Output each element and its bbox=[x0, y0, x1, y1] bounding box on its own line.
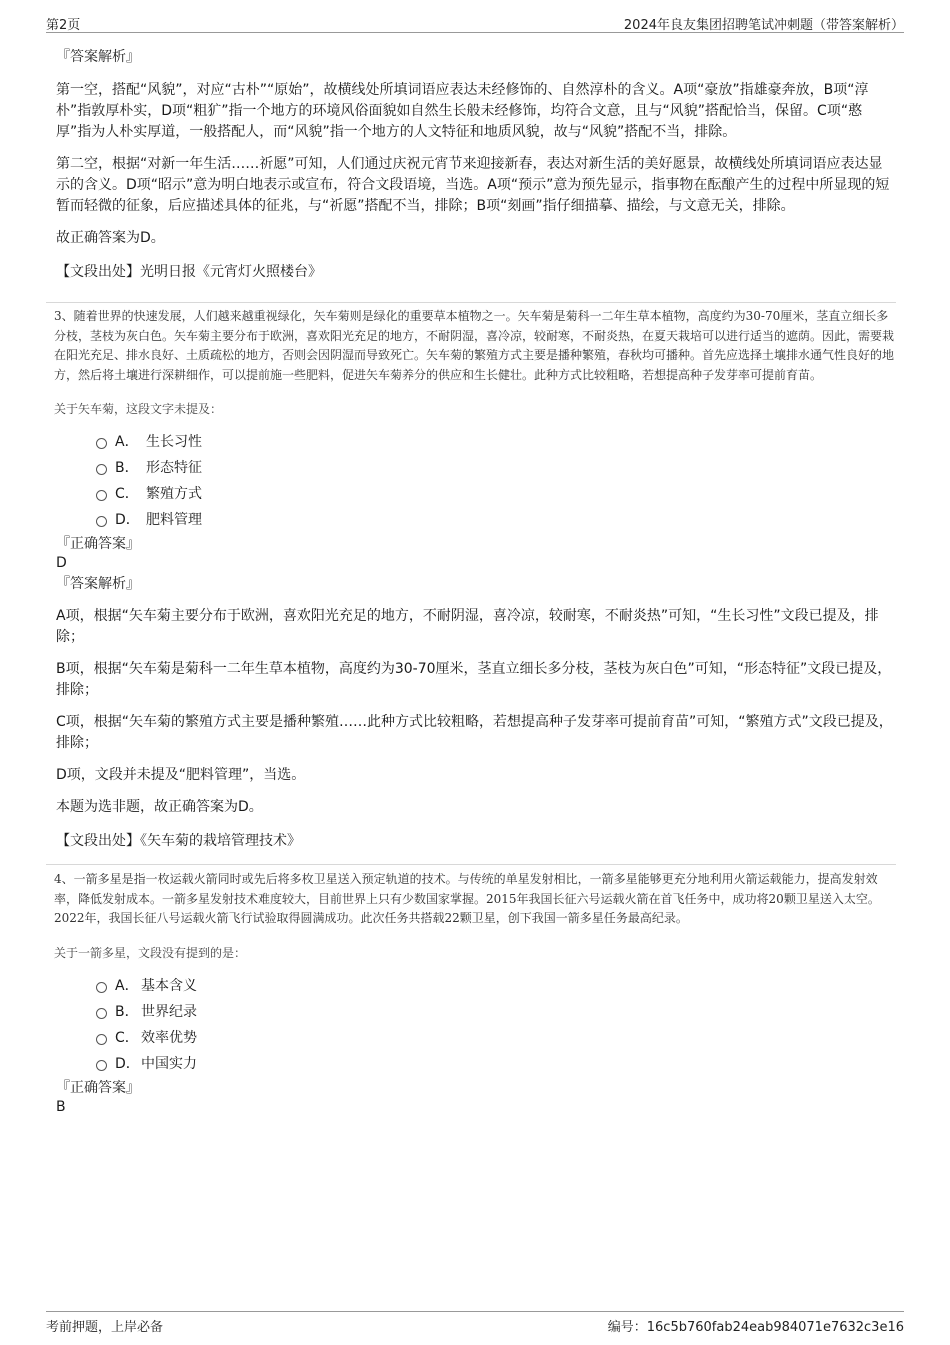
analysis-paragraph: 第一空，搭配“风貌”，对应“古朴”“原始”，故横线处所填词语应表达未经修饰的、自然淳朴的含义。A项“豪放”指雄豪奔放，B项“淳朴”指敦厚朴实，D项“粗犷”指一个地方的环境风俗面貌如自然生长般未经修饰，均符合文意，且与“风貌”搭配恰当，保留。C项“憨厚”指为人朴实厚道，一般搭配人，而“风貌”指一个地方的人文特征和地质风貌，故与“风貌”搭配不当，排除。 bbox=[56, 82, 869, 140]
page-number: 第2页 bbox=[46, 18, 81, 33]
analysis-label: 『答案解析』 bbox=[56, 576, 140, 592]
analysis-label: 『答案解析』 bbox=[56, 49, 140, 65]
radio-button[interactable] bbox=[96, 464, 107, 475]
question-text: 3、随着世界的快速发展，人们越来越重视绿化，矢车菊则是绿化的重要草本植物之一。矢车菊是菊科一二年生草本植物，高度约为30-70厘米，茎直立细长多分枝，茎枝为灰白色。矢车菊主要分布于欧洲，喜欢阳光充足的地方，不耐阴湿，喜冷凉，较耐寒，不耐炎热，在夏天栽培可以进行适当的遮荫。因此，需要栽在阳光充足、排水良好、土质疏松的地方，否则会因阴湿而导致死亡。矢车菊的繁殖方式主要是播种繁殖，春秋均可播种。首先应选择土壤排水通气性良好的地方，然后将土壤进行深耕细作，可以提前施一些肥料，促进矢车菊养分的供应和生长健壮。此种方式比较粗略，若想提高种子发芽率可提前育苗。 bbox=[54, 309, 895, 382]
page-header bbox=[46, 12, 904, 33]
option-a[interactable]: A． 基本含义 bbox=[56, 976, 894, 1002]
option-a[interactable]: A． 生长习性 bbox=[56, 432, 894, 458]
radio-button[interactable] bbox=[96, 1034, 107, 1045]
correct-answer: D bbox=[56, 555, 67, 571]
option-d[interactable]: D． 肥料管理 bbox=[56, 510, 894, 536]
option-d[interactable]: D． 中国实力 bbox=[56, 1054, 894, 1080]
document-code: 编号：16c5b760fab24eab984071e7632c3e16 bbox=[607, 1320, 904, 1335]
analysis-paragraph: C项，根据“矢车菊的繁殖方式主要是播种繁殖……此种方式比较粗略，若想提高种子发芽率可提前育苗”可知，“繁殖方式”文段已提及，排除； bbox=[56, 714, 893, 751]
radio-button[interactable] bbox=[96, 490, 107, 501]
radio-button[interactable] bbox=[96, 982, 107, 993]
option-c[interactable]: C． 效率优势 bbox=[56, 1028, 894, 1054]
question-divider bbox=[46, 302, 896, 303]
correct-answer-label: 『正确答案』 bbox=[56, 1079, 140, 1096]
radio-button[interactable] bbox=[96, 438, 107, 449]
analysis-paragraph: 故正确答案为D。 bbox=[56, 230, 165, 246]
option-c[interactable]: C． 繁殖方式 bbox=[56, 484, 894, 510]
analysis-paragraph: A项，根据“矢车菊主要分布于欧洲，喜欢阳光充足的地方，不耐阴湿，喜冷凉，较耐寒，不耐炎热”可知，“生长习性”文段已提及，排除； bbox=[56, 608, 879, 645]
analysis-paragraph: B项，根据“矢车菊是菊科一二年生草本植物，高度约为30-70厘米，茎直立细长多分枝，茎枝为灰白色”可知，“形态特征”文段已提及，排除； bbox=[56, 661, 892, 698]
option-b[interactable]: B． 形态特征 bbox=[56, 458, 894, 484]
question-divider bbox=[46, 864, 896, 865]
option-b[interactable]: B． 世界纪录 bbox=[56, 1002, 894, 1028]
footer-slogan: 考前押题，上岸必备 bbox=[46, 1320, 164, 1335]
question-prompt: 关于矢车菊，这段文字未提及： bbox=[54, 402, 223, 416]
correct-answer: B bbox=[56, 1098, 66, 1115]
radio-button[interactable] bbox=[96, 1060, 107, 1071]
analysis-paragraph: 第二空，根据“对新一年生活……祈愿”可知，人们通过庆祝元宵节来迎接新春，表达对新生活的美好愿景，故横线处所填词语应表达显示的含义。D项“昭示”意为明白地表示或宣布，符合文段语境，当选。A项“预示”意为预先显示，指事物在酝酿产生的过程中所显现的短暂而轻微的征象，后应描述具体的征兆，与“祈愿”搭配不当，排除；B项“刻画”指仔细描摹、描绘，与文意无关，排除。 bbox=[56, 156, 890, 214]
correct-answer-label: 『正确答案』 bbox=[56, 536, 140, 552]
analysis-paragraph: D项，文段并未提及“肥料管理”，当选。 bbox=[56, 767, 306, 783]
page-footer bbox=[46, 1311, 904, 1334]
document-title: 2024年良友集团招聘笔试冲刺题（带答案解析） bbox=[623, 18, 904, 33]
options-list bbox=[56, 976, 894, 1080]
question-text: 4、一箭多星是指一枚运载火箭同时或先后将多枚卫星送入预定轨道的技术。与传统的单星发射相比，一箭多星能够更充分地利用火箭运载能力，提高发射效率，降低发射成本。一箭多星发射技术难度较大，目前世界上只有少数国家掌握。2015年我国长征六号运载火箭在首飞任务中，成功将20颗卫星送入太空。2022年，我国长征八号运载火箭飞行试验取得圆满成功。此次任务共搭载22颗卫星，创下我国一箭多星任务最高纪录。 bbox=[54, 872, 880, 925]
radio-button[interactable] bbox=[96, 1008, 107, 1019]
analysis-paragraph: 本题为选非题，故正确答案为D。 bbox=[56, 799, 263, 815]
page-content bbox=[56, 46, 894, 1116]
options-list bbox=[56, 432, 894, 536]
question-prompt: 关于一箭多星，文段没有提到的是： bbox=[54, 945, 247, 960]
source-citation: 【文段出处】光明日报《元宵灯火照楼台》 bbox=[56, 264, 322, 280]
radio-button[interactable] bbox=[96, 516, 107, 527]
source-citation: 【文段出处】《矢车菊的栽培管理技术》 bbox=[56, 833, 301, 849]
